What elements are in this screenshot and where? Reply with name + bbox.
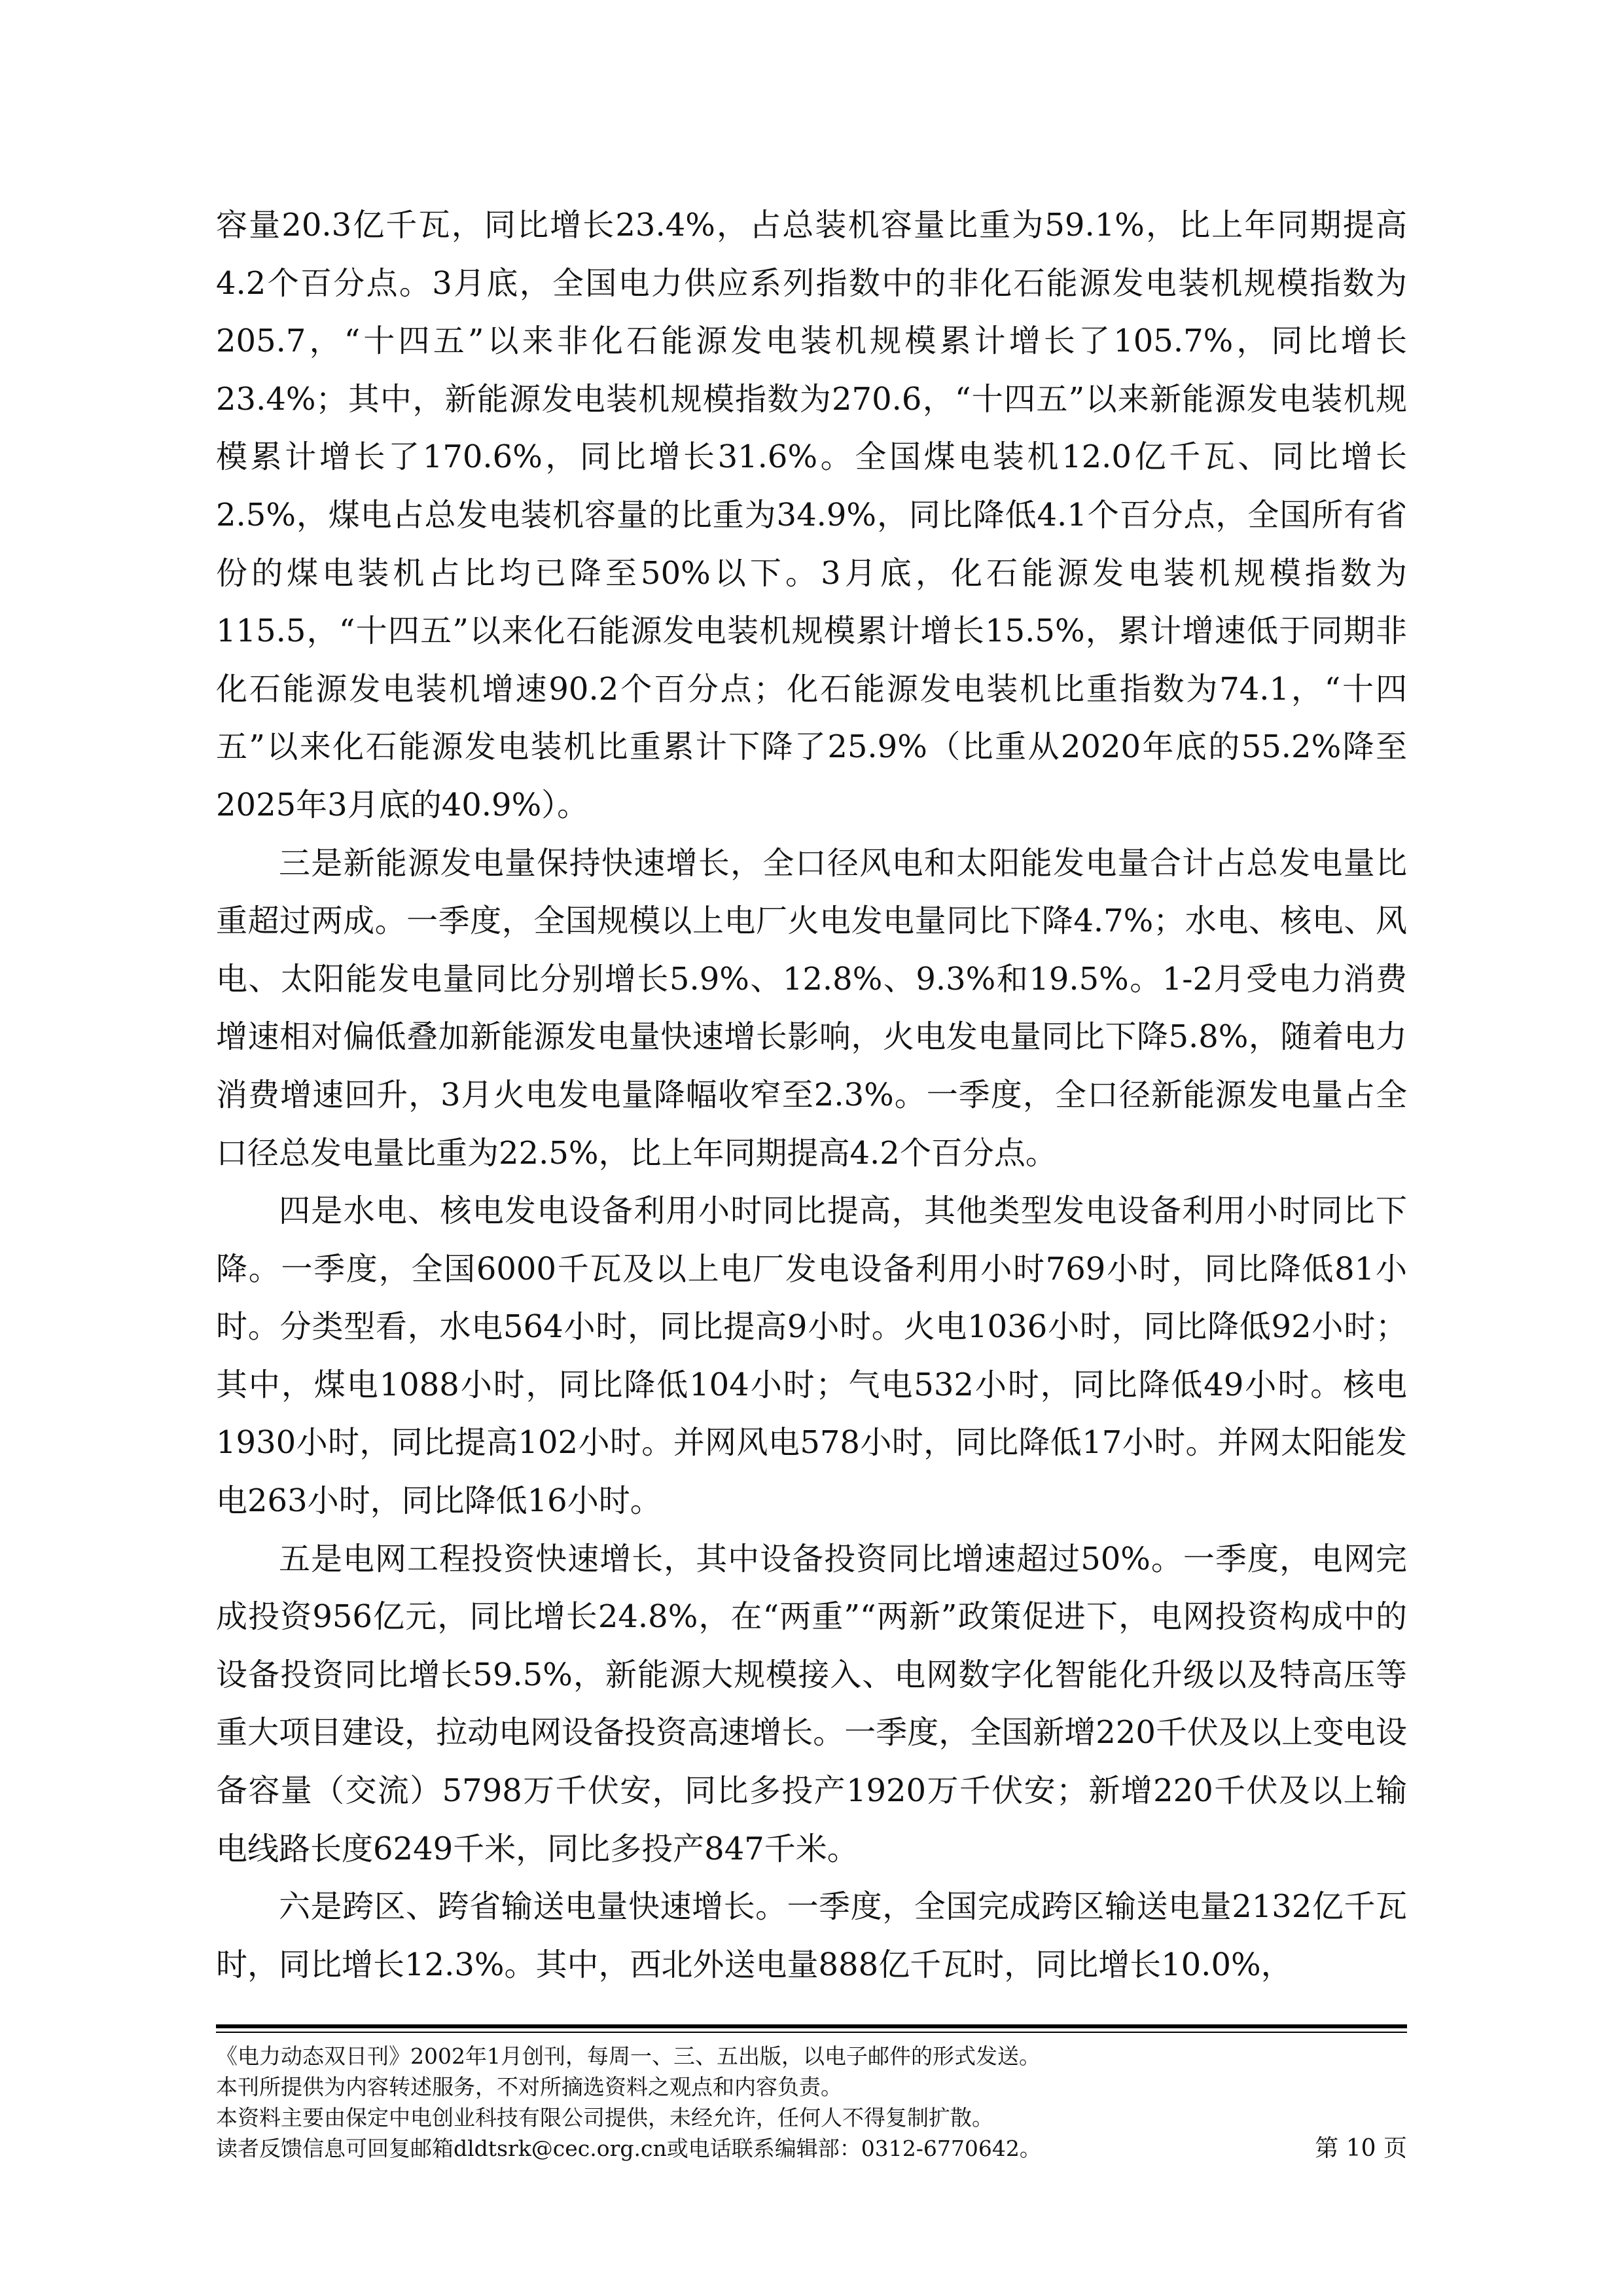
footer-publication-info: 《电力动态双日刊》2002年1月创刊，每周一、三、五出版，以电子邮件的形式发送。 xyxy=(216,2043,1041,2069)
footer-divider-thin xyxy=(216,2032,1407,2033)
footer-copyright: 本资料主要由保定中电创业科技有限公司提供，未经允许，任何人不得复制扩散。 xyxy=(216,2105,993,2130)
paragraph-cross-region-transmission: 六是跨区、跨省输送电量快速增长。一季度，全国完成跨区输送电量2132亿千瓦时，同比增长12.3%。其中，西北外送电量888亿千瓦时，同比增长10.0%， xyxy=(216,1888,1407,1983)
paragraph-new-energy-generation: 三是新能源发电量保持快速增长，全口径风电和太阳能发电量合计占总发电量比重超过两成。一季度，全国规模以上电厂火电发电量同比下降4.7%；水电、核电、风电、太阳能发电量同比分别增长5.9%、12.8%、9.3%和19.5%。1-2月受电力消费增速相对偏低叠加新能源发电量快速增长影响，火电发电量同比下降5.8%，随着电力消费增速回升，3月火电发电量降幅收窄至2.3%。一季度，全口径新能源发电量占全口径总发电量比重为22.5%，比上年同期提高4.2个百分点。 xyxy=(216,844,1407,1172)
article-body xyxy=(216,196,1407,1994)
paragraph-installed-capacity: 容量20.3亿千瓦，同比增长23.4%，占总装机容量比重为59.1%，比上年同期提高4.2个百分点。3月底，全国电力供应系列指数中的非化石能源发电装机规模指数为205.7，“十四五”以来非化石能源发电装机规模累计增长了105.7%，同比增长23.4%；其中，新能源发电装机规模指数为270.6，“十四五”以来新能源发电装机规模累计增长了170.6%，同比增长31.6%。全国煤电装机12.0亿千瓦、同比增长2.5%，煤电占总发电装机容量的比重为34.9%，同比降低4.1个百分点，全国所有省份的煤电装机占比均已降至50%以下。3月底，化石能源发电装机规模指数为115.5，“十四五”以来化石能源发电装机规模累计增长15.5%，累计增速低于同期非化石能源发电装机增速90.2个百分点；化石能源发电装机比重指数为74.1，“十四五”以来化石能源发电装机比重累计下降了25.9%（比重从2020年底的55.2%降至2025年3月底的40.9%）。 xyxy=(216,207,1407,823)
footer-disclaimer: 本刊所提供为内容转述服务，不对所摘选资料之观点和内容负责。 xyxy=(216,2074,842,2100)
footer-contact-info: 读者反馈信息可回复邮箱dldtsrk@cec.org.cn或电话联系编辑部：0312-6770642。 xyxy=(216,2136,1041,2161)
paragraph-grid-investment: 五是电网工程投资快速增长，其中设备投资同比增速超过50%。一季度，电网完成投资956亿元，同比增长24.8%，在“两重”“两新”政策促进下，电网投资构成中的设备投资同比增长59.5%，新能源大规模接入、电网数字化智能化升级以及特高压等重大项目建设，拉动电网设备投资高速增长。一季度，全国新增220千伏及以上变电设备容量（交流）5798万千伏安，同比多投产1920万千伏安；新增220千伏及以上输电线路长度6249千米，同比多投产847千米。 xyxy=(216,1540,1407,1867)
footer-contact-row xyxy=(216,2133,1407,2164)
footer-divider-thick xyxy=(216,2024,1407,2028)
page-footer xyxy=(216,2041,1407,2164)
paragraph-utilization-hours: 四是水电、核电发电设备利用小时同比提高，其他类型发电设备利用小时同比下降。一季度，全国6000千瓦及以上电厂发电设备利用小时769小时，同比降低81小时。分类型看，水电564小时，同比提高9小时。火电1036小时，同比降低92小时；其中，煤电1088小时，同比降低104小时；气电532小时，同比降低49小时。核电1930小时，同比提高102小时。并网风电578小时，同比降低17小时。并网太阳能发电263小时，同比降低16小时。 xyxy=(216,1193,1407,1520)
page-number: 第 10 页 xyxy=(1315,2135,1407,2162)
